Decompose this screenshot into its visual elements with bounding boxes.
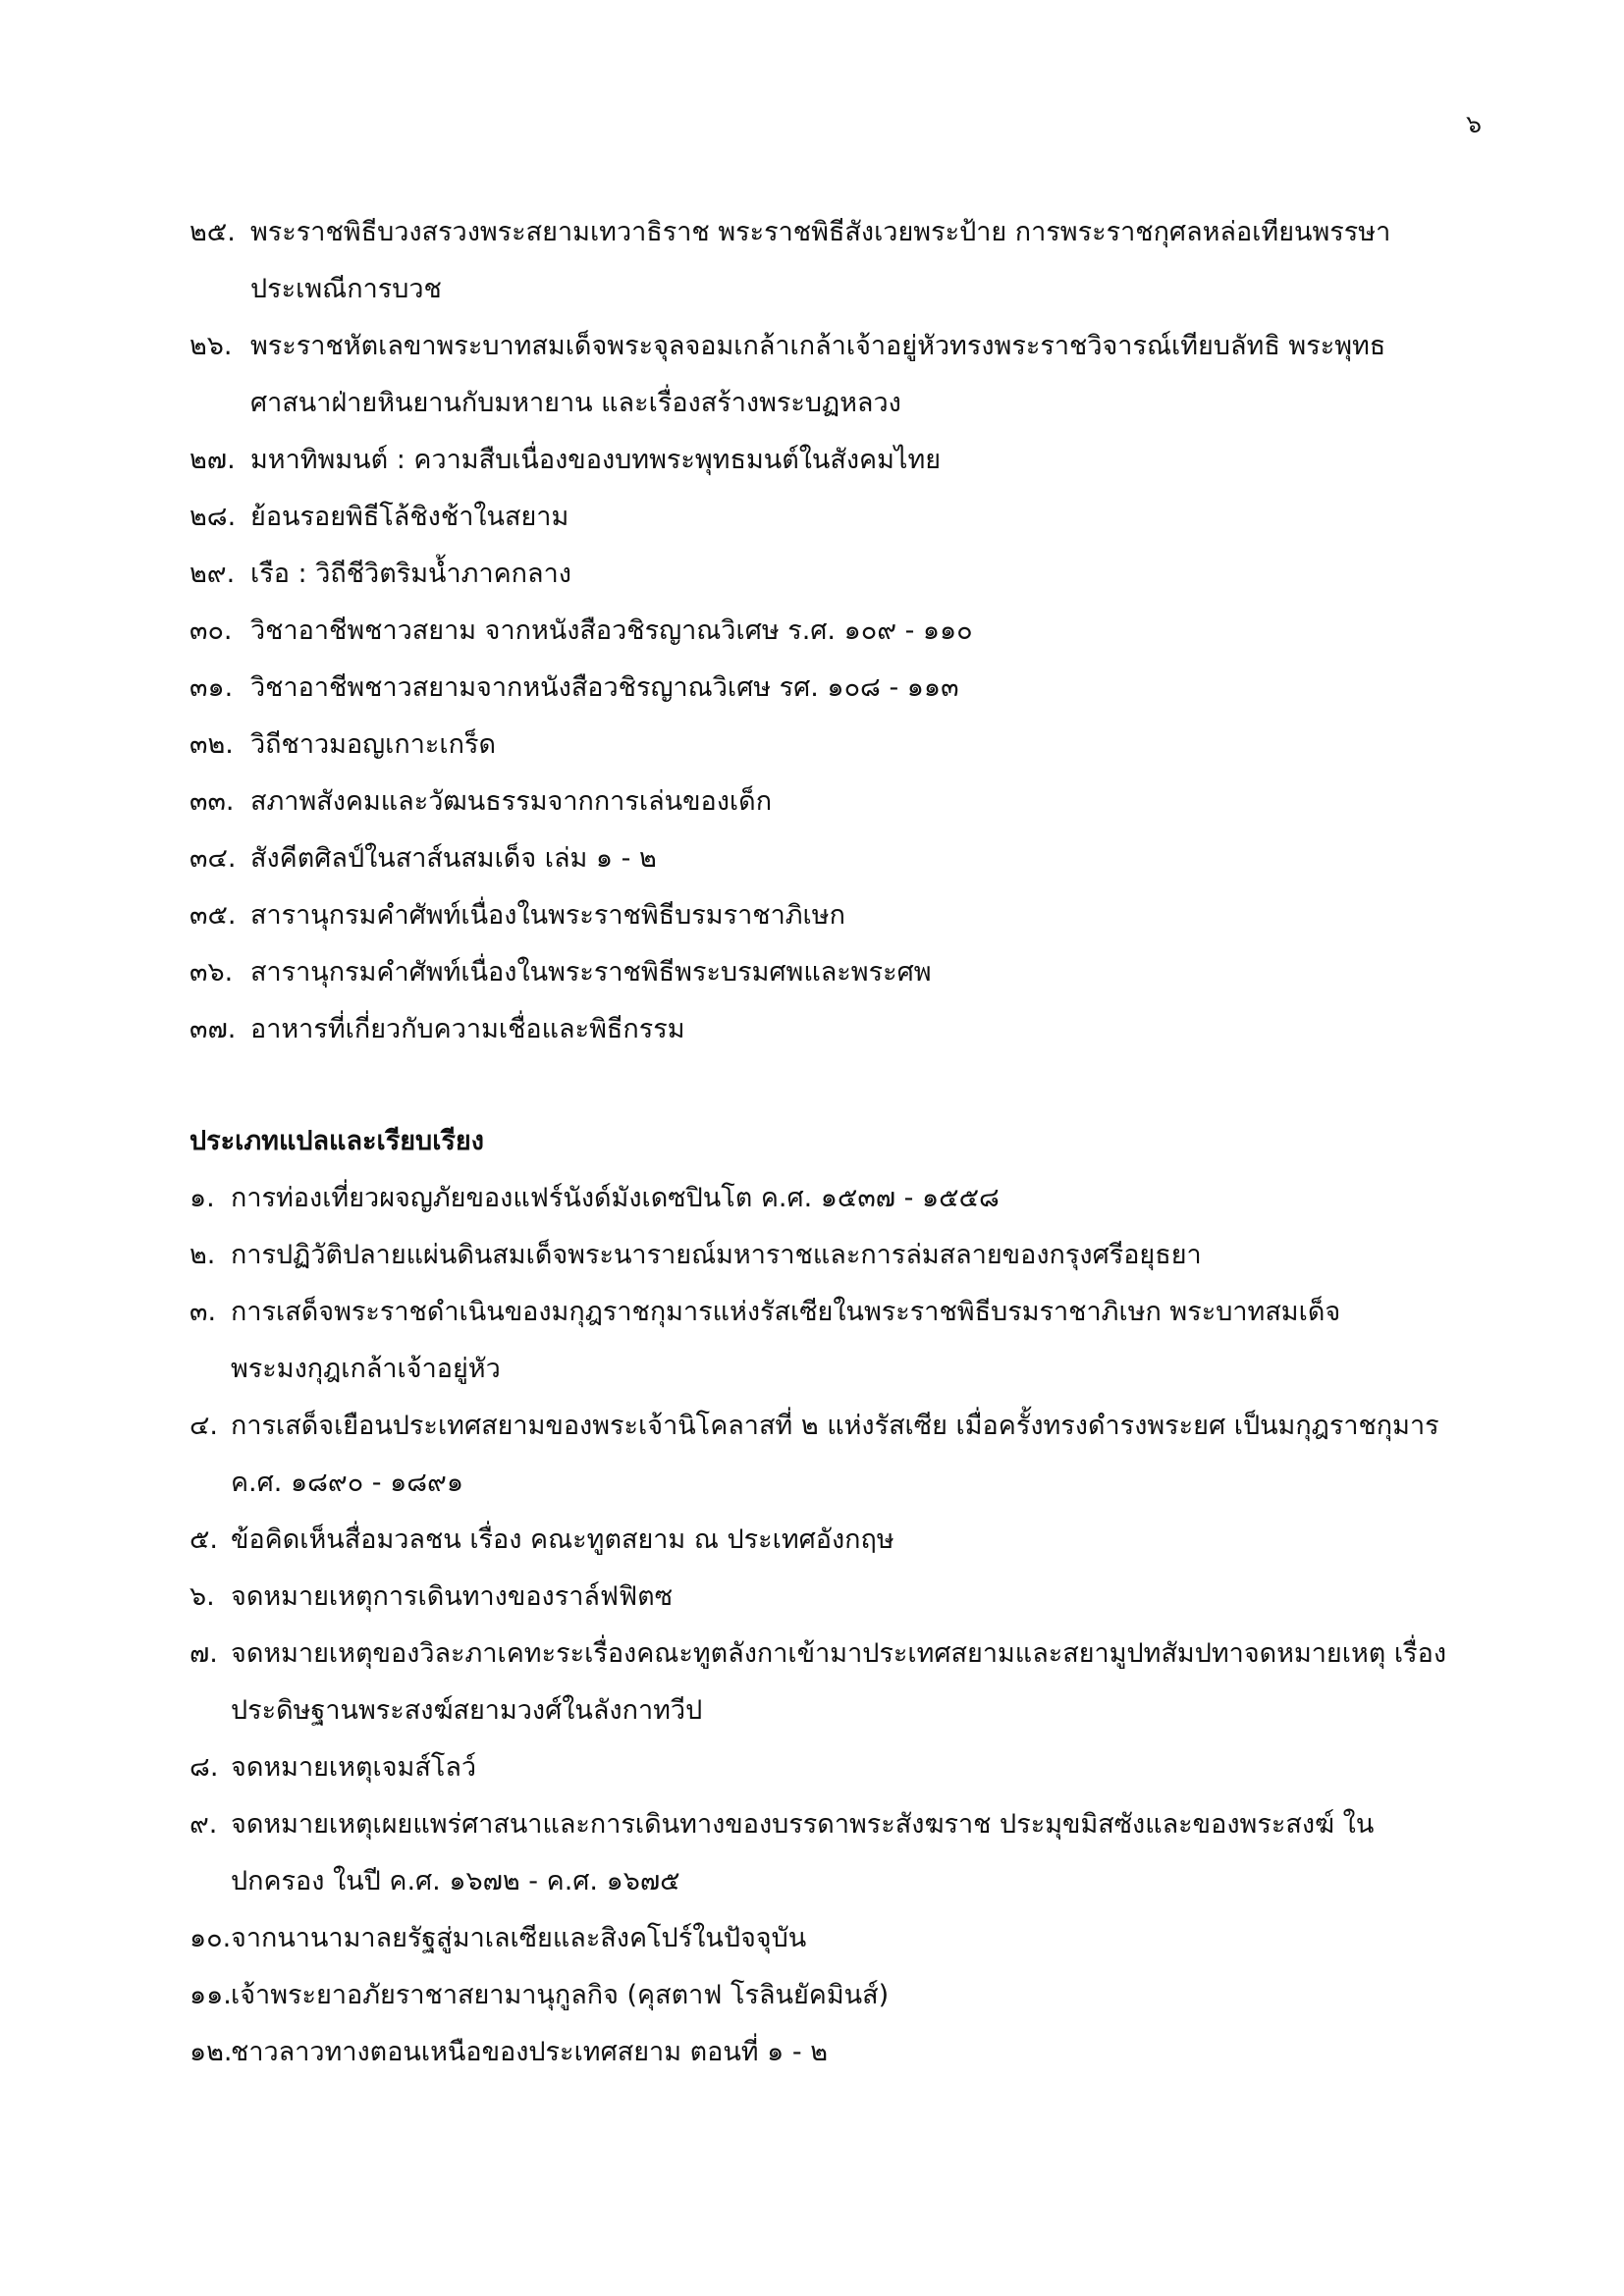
list-item-number: ๒๗. [189, 445, 236, 475]
document-body [189, 204, 1456, 2081]
list-item [189, 1227, 1456, 1284]
list-item-number: ๕. [189, 1524, 219, 1555]
list-item [189, 1284, 1456, 1398]
list-item [189, 1739, 1456, 1796]
list-item [189, 1001, 1456, 1058]
list-item-number: ๑. [189, 1183, 215, 1213]
list-item-number: ๖. [189, 1581, 215, 1612]
list-item [189, 1796, 1456, 1910]
list-item-number: ๙. [189, 1809, 218, 1840]
list-item [189, 1910, 1456, 1967]
list-item-text: อาหารที่เกี่ยวกับความเชื่อและพิธีกรรม [250, 1014, 685, 1044]
publication-list-section-2 [189, 1170, 1456, 2081]
list-item-text: จดหมายเหตุเผยแพร่ศาสนาและการเดินทางของบรรดาพระสังฆราช ประมุขมิสซังและของพระสงฆ์ ในปกครอง ในปี ค.ศ. ๑๖๗๒ - ค.ศ. ๑๖๗๕ [231, 1809, 1375, 1896]
list-item-number: ๓๔. [189, 843, 237, 874]
list-item-text: เรือ : วิถีชีวิตริมน้ำภาคกลาง [250, 559, 571, 589]
list-item [189, 717, 1456, 774]
list-item-text: พระราชพิธีบวงสรวงพระสยามเทวาธิราช พระราชพิธีสังเวยพระป้าย การพระราชกุศลหล่อเทียนพรรษา ประเพณีการบวช [250, 217, 1391, 304]
list-item-number: ๑๑. [189, 1980, 232, 2010]
list-item-number: ๗. [189, 1638, 218, 1669]
list-item-text: วิชาอาชีพชาวสยามจากหนังสือวชิรญาณวิเศษ รศ. ๑๐๘ - ๑๑๓ [250, 672, 959, 703]
list-item-text: ย้อนรอยพิธีโล้ชิงช้าในสยาม [250, 502, 569, 532]
list-item [189, 2024, 1456, 2081]
list-item [189, 204, 1456, 318]
list-item-text: การเสด็จพระราชดำเนินของมกุฎราชกุมารแห่งรัสเซียในพระราชพิธีบรมราชาภิเษก พระบาทสมเด็จพระมงกุฎเกล้าเจ้าอยู่หัว [231, 1297, 1341, 1384]
list-item [189, 1626, 1456, 1739]
list-item-text: เจ้าพระยาอภัยราชาสยามานุกูลกิจ (คุสตาฟ โรลินยัคมินส์) [231, 1980, 890, 2010]
list-item-number: ๒๘. [189, 502, 237, 532]
list-item-number: ๓๕. [189, 900, 237, 931]
list-item-text: สภาพสังคมและวัฒนธรรมจากการเล่นของเด็ก [250, 786, 773, 817]
list-item-number: ๒๕. [189, 217, 236, 247]
section-heading: ประเภทแปลและเรียบเรียง [189, 1126, 484, 1156]
list-item [189, 1967, 1456, 2024]
list-item [189, 1170, 1456, 1227]
list-item-text: การปฏิวัติปลายแผ่นดินสมเด็จพระนารายณ์มหาราชและการล่มสลายของกรุงศรีอยุธยา [231, 1240, 1202, 1270]
list-item-number: ๓๓. [189, 786, 235, 817]
list-item [189, 489, 1456, 546]
list-item [189, 1569, 1456, 1626]
list-item-number: ๓๐. [189, 615, 233, 646]
list-item [189, 318, 1456, 432]
list-item [189, 660, 1456, 717]
list-item [189, 603, 1456, 660]
list-item [189, 1398, 1456, 1512]
list-item [189, 546, 1456, 603]
list-item-text: การท่องเที่ยวผจญภัยของแฟร์นังด์มังเดซปินโต ค.ศ. ๑๕๓๗ - ๑๕๕๘ [231, 1183, 1000, 1213]
list-item-text: จดหมายเหตุการเดินทางของราล์ฟฟิตซ [231, 1581, 674, 1612]
list-item-number: ๒๙. [189, 559, 236, 589]
list-item-number: ๒๖. [189, 331, 233, 361]
list-item [189, 1512, 1456, 1569]
list-item-number: ๑๒. [189, 2037, 233, 2067]
list-item-text: จดหมายเหตุของวิละภาเคทะระเรื่องคณะทูตลังกาเข้ามาประเทศสยามและสยามูปทสัมปทาจดหมายเหตุ เรื่องประดิษฐานพระสงฆ์สยามวงศ์ในลังกาทวีป [231, 1638, 1447, 1726]
list-item-number: ๓๗. [189, 1014, 237, 1044]
list-item-text: สังคีตศิลป์ในสาส์นสมเด็จ เล่ม ๑ - ๒ [250, 843, 657, 874]
list-item-text: จากนานามาลยรัฐสู่มาเลเซียและสิงคโปร์ในปัจจุบัน [231, 1923, 807, 1953]
list-item [189, 432, 1456, 489]
list-item-text: มหาทิพมนต์ : ความสืบเนื่องของบทพระพุทธมนต์ในสังคมไทย [250, 445, 942, 475]
publication-list-section-1 [189, 204, 1456, 1058]
list-item-text: วิชาอาชีพชาวสยาม จากหนังสือวชิรญาณวิเศษ ร.ศ. ๑๐๙ - ๑๑๐ [250, 615, 973, 646]
list-item-number: ๑๐. [189, 1923, 232, 1953]
list-item-text: ชาวลาวทางตอนเหนือของประเทศสยาม ตอนที่ ๑ - ๒ [231, 2037, 829, 2067]
list-item-text: สารานุกรมคำศัพท์เนื่องในพระราชพิธีพระบรมศพและพระศพ [250, 957, 932, 988]
list-item-number: ๓๑. [189, 672, 234, 703]
list-item-text: ข้อคิดเห็นสื่อมวลชน เรื่อง คณะทูตสยาม ณ ประเทศอังกฤษ [231, 1524, 894, 1555]
list-item [189, 944, 1456, 1001]
list-item-text: พระราชหัตเลขาพระบาทสมเด็จพระจุลจอมเกล้าเกล้าเจ้าอยู่หัวทรงพระราชวิจารณ์เทียบลัทธิ พระพุทธศาสนาฝ่ายหินยานกับมหายาน และเรื่องสร้างพระบฏหลวง [250, 331, 1386, 418]
list-item [189, 830, 1456, 887]
list-item-text: จดหมายเหตุเจมส์โลว์ [231, 1752, 477, 1783]
list-item [189, 887, 1456, 944]
list-item-number: ๘. [189, 1752, 219, 1783]
list-item-number: ๒. [189, 1240, 216, 1270]
list-item-number: ๓๒. [189, 729, 234, 760]
list-item-number: ๓. [189, 1297, 217, 1327]
list-item-text: สารานุกรมคำศัพท์เนื่องในพระราชพิธีบรมราชาภิเษก [250, 900, 845, 931]
list-item-text: วิถีชาวมอญเกาะเกร็ด [250, 729, 497, 760]
page-number: ๖ [1466, 110, 1482, 138]
list-item-text: การเสด็จเยือนประเทศสยามของพระเจ้านิโคลาสที่ ๒ แห่งรัสเซีย เมื่อครั้งทรงดำรงพระยศ เป็นมกุฎราชกุมาร ค.ศ. ๑๘๙๐ - ๑๘๙๑ [231, 1411, 1439, 1498]
list-item [189, 774, 1456, 830]
list-item-number: ๓๖. [189, 957, 234, 988]
list-item-number: ๔. [189, 1411, 219, 1441]
